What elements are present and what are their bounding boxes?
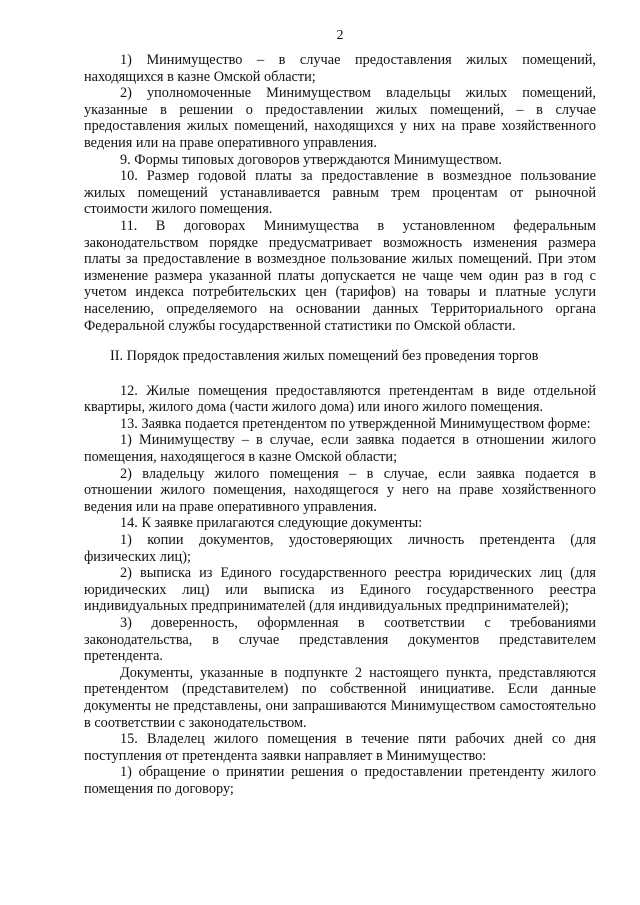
paragraph-before-1: 1) Минимущество – в случае предоставления жилых помещений, находящихся в казне Омской области; — [84, 52, 596, 85]
paragraph-after-3: 1) Минимуществу – в случае, если заявка подается в отношении жилого помещения, находящегося в казне Омской области; — [84, 432, 596, 466]
section-heading: II. Порядок предоставления жилых помещений без проведения торгов — [110, 348, 539, 365]
paragraph-after-4: 2) владельцу жилого помещения – в случае, если заявка подается в отношении жилого помещения, находящегося у него на праве хозяйственного ведения или на праве оперативного управления. — [84, 465, 596, 515]
page-number: 2 — [336, 28, 344, 43]
paragraph-after-11: 1) обращение о принятии решения о предоставлении претенденту жилого помещения по договору; — [84, 764, 596, 797]
paragraph-after-6: 1) копии документов, удостоверяющих личность претендента (для физических лиц); — [84, 532, 596, 565]
paragraph-before-3: 9. Формы типовых договоров утверждаются Минимуществом. — [120, 151, 502, 168]
paragraph-after-10: 15. Владелец жилого помещения в течение пяти рабочих дней со дня поступления от претендента заявки направляет в Минимущество: — [84, 731, 596, 764]
paragraph-after-8: 3) доверенность, оформленная в соответствии с требованиями законодательства, в случае представления документов представителем претендента. — [84, 615, 596, 665]
paragraph-after-2: 13. Заявка подается претендентом по утвержденной Минимуществом форме: — [120, 415, 591, 432]
paragraph-before-5: 11. В договорах Минимущества в установленном федеральным законодательством порядке предусматривает возможность изменения размера платы за предоставление в возмездное пользование жилых помещений. При этом изменение размера указанной платы допускается не чаще чем один раз в год с учетом индекса потребительских цен (тарифов) на товары и платные услуги населению, определяемого на основании данных Территориального органа Федеральной службы государственной статистики по Омской области. — [84, 217, 596, 334]
document-page — [84, 28, 596, 798]
paragraph-after-9: Документы, указанные в подпункте 2 настоящего пункта, представляются претендентом (представителем) по собственной инициативе. Если данные документы не представлены, они запрашиваются Минимуществом самостоятельно в соответствии с законодательством. — [84, 664, 596, 731]
paragraph-after-7: 2) выписка из Единого государственного реестра юридических лиц (для юридических лиц) или выписка из Единого государственного реестра индивидуальных предпринимателей (для индивидуальных предпринимателей); — [84, 565, 596, 615]
paragraph-after-1: 12. Жилые помещения предоставляются претендентам в виде отдельной квартиры, жилого дома (части жилого дома) или иного жилого помещения. — [84, 382, 596, 416]
paragraph-after-5: 14. К заявке прилагаются следующие документы: — [120, 515, 423, 532]
paragraph-before-4: 10. Размер годовой платы за предоставление в возмездное пользование жилых помещений устанавливается равным трем процентам от рыночной стоимости жилого помещения. — [84, 168, 596, 218]
paragraph-before-2: 2) уполномоченные Минимуществом владельцы жилых помещений, указанные в решении о предоставлении жилых помещений, – в случае предоставления жилых помещений, находящихся у них на праве хозяйственного ведения или на праве оперативного управления. — [84, 85, 596, 151]
